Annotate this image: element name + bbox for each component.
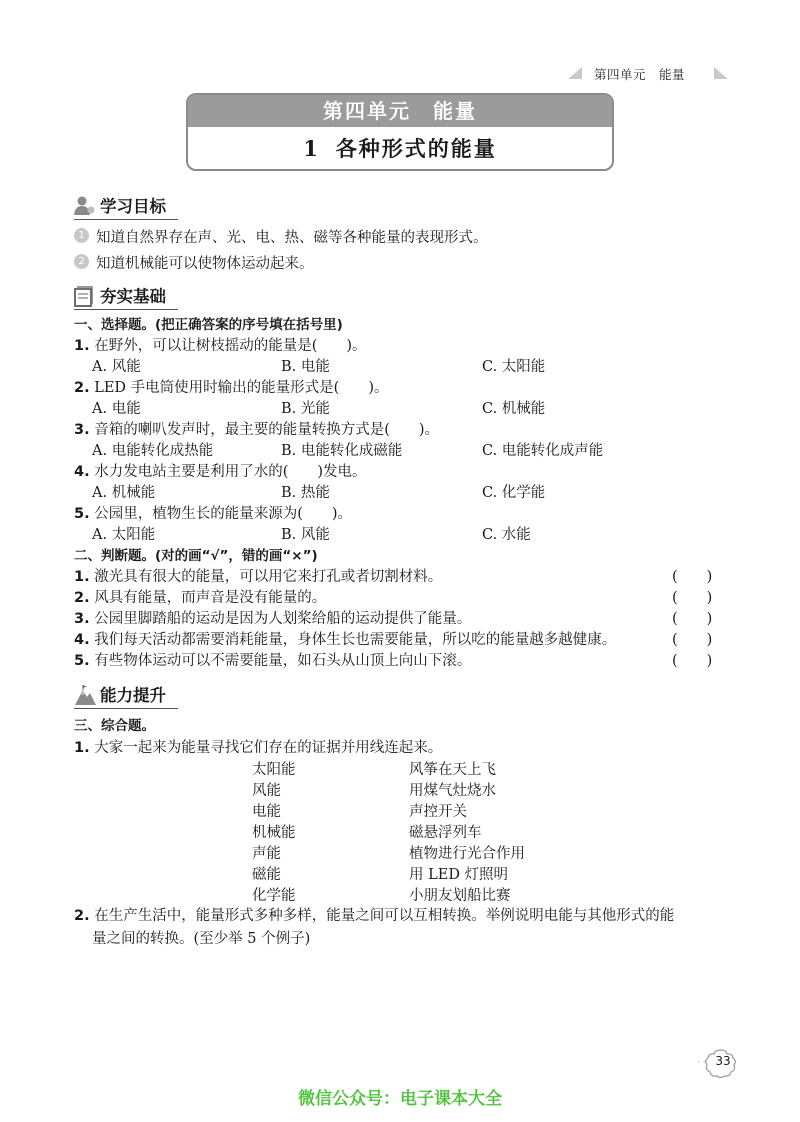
page-number: 33 bbox=[715, 1054, 731, 1068]
unit-title: 第四单元 能量 bbox=[188, 95, 612, 127]
section-goals bbox=[74, 193, 184, 219]
question-text: LED 手电筒使用时输出的能量形式是( )。 bbox=[94, 380, 389, 396]
question-number: 1. bbox=[74, 338, 90, 354]
running-header-text: 第四单元 能量 bbox=[594, 67, 686, 82]
mc-question-1 bbox=[74, 336, 367, 356]
evidence-column bbox=[409, 760, 525, 907]
question-text: 风具有能量，而声音是没有能量的。 bbox=[94, 590, 327, 606]
mc-question-4 bbox=[74, 462, 367, 482]
energy-item[interactable]: 风能 bbox=[252, 783, 281, 799]
evidence-item[interactable]: 用煤气灶烧水 bbox=[409, 783, 496, 799]
question-number: 4. bbox=[74, 632, 90, 648]
evidence-item[interactable]: 磁悬浮列车 bbox=[409, 825, 482, 841]
mc-option-a: A. 太阳能 bbox=[92, 527, 156, 543]
energy-item[interactable]: 太阳能 bbox=[252, 762, 296, 778]
objective-number: 1 bbox=[74, 228, 89, 243]
lesson-name: 各种形式的能量 bbox=[335, 136, 497, 161]
question-number: 1. bbox=[74, 569, 90, 585]
evidence-item[interactable]: 小朋友划船比赛 bbox=[409, 888, 511, 904]
energy-item[interactable]: 磁能 bbox=[252, 867, 281, 883]
evidence-item[interactable]: 植物进行光合作用 bbox=[409, 846, 525, 862]
mountain-icon bbox=[74, 684, 96, 706]
mc-option-b: B. 电能 bbox=[281, 359, 330, 375]
question-text: 水力发电站主要是利用了水的( )发电。 bbox=[94, 464, 367, 480]
evidence-item[interactable]: 用 LED 灯照明 bbox=[409, 867, 509, 883]
question-text: 音箱的喇叭发声时，最主要的能量转换方式是( )。 bbox=[94, 422, 440, 438]
question-number: 4. bbox=[74, 464, 90, 480]
running-header bbox=[568, 66, 728, 82]
mc-question-3 bbox=[74, 420, 439, 440]
mc-option-b: B. 光能 bbox=[281, 401, 330, 417]
section-underline bbox=[74, 309, 178, 310]
answer-bracket[interactable]: ( ) bbox=[672, 632, 713, 648]
evidence-item[interactable]: 声控开关 bbox=[409, 804, 467, 820]
answer-bracket[interactable]: ( ) bbox=[672, 653, 713, 669]
section-goals-label: 学习目标 bbox=[100, 197, 166, 216]
header-triangle-right-icon bbox=[714, 67, 728, 79]
mc-option-b: B. 风能 bbox=[281, 527, 330, 543]
section-basics bbox=[74, 283, 184, 309]
energy-column bbox=[252, 760, 296, 907]
section-advance-label: 能力提升 bbox=[100, 686, 166, 705]
mc-option-a: A. 电能转化成热能 bbox=[92, 443, 214, 459]
section-advance bbox=[74, 682, 184, 708]
lesson-number: 1 bbox=[303, 136, 320, 161]
tf-question-3 bbox=[74, 609, 471, 629]
dots-decoration: · · bbox=[697, 1058, 706, 1068]
answer-bracket[interactable]: ( ) bbox=[672, 611, 713, 627]
question-text: 大家一起来为能量寻找它们存在的证据并用线连起来。 bbox=[94, 740, 443, 756]
question-text: 在野外，可以让树枝摇动的能量是( )。 bbox=[94, 338, 367, 354]
mc-option-c: C. 太阳能 bbox=[482, 359, 546, 375]
objective-text: 知道自然界存在声、光、电、热、磁等各种能量的表现形式。 bbox=[96, 230, 488, 246]
mc-option-b: B. 电能转化成磁能 bbox=[281, 443, 403, 459]
question-number: 5. bbox=[74, 506, 90, 522]
energy-item[interactable]: 化学能 bbox=[252, 888, 296, 904]
question-number: 2. bbox=[74, 908, 90, 924]
comp-question-2 bbox=[74, 906, 674, 926]
question-number: 3. bbox=[74, 611, 90, 627]
comp-question-2-cont: 量之间的转换。(至少举 5 个例子) bbox=[92, 931, 311, 947]
part3-heading: 三、综合题。 bbox=[74, 718, 155, 734]
header-triangle-left-icon bbox=[568, 67, 582, 79]
question-number: 2. bbox=[74, 380, 90, 396]
question-number: 5. bbox=[74, 653, 90, 669]
tf-question-5 bbox=[74, 651, 471, 671]
lesson-title bbox=[188, 127, 612, 169]
energy-item[interactable]: 声能 bbox=[252, 846, 281, 862]
page-number-badge bbox=[697, 1048, 737, 1078]
objective-number: 2 bbox=[74, 254, 89, 269]
question-number: 2. bbox=[74, 590, 90, 606]
question-text: 公园里脚踏船的运动是因为人划桨给船的运动提供了能量。 bbox=[94, 611, 472, 627]
comp-question-1 bbox=[74, 738, 442, 758]
mc-question-5 bbox=[74, 504, 352, 524]
energy-item[interactable]: 电能 bbox=[252, 804, 281, 820]
question-number: 3. bbox=[74, 422, 90, 438]
section-underline bbox=[74, 708, 178, 709]
part2-heading: 二、判断题。(对的画“√”，错的画“×”) bbox=[74, 548, 318, 564]
mc-question-2 bbox=[74, 378, 388, 398]
question-text: 激光具有很大的能量，可以用它来打孔或者切割材料。 bbox=[94, 569, 443, 585]
question-text: 有些物体运动可以不需要能量，如石头从山顶上向山下滚。 bbox=[94, 653, 472, 669]
mc-option-b: B. 热能 bbox=[281, 485, 330, 501]
part1-heading: 一、选择题。(把正确答案的序号填在括号里) bbox=[74, 317, 343, 333]
mc-option-a: A. 电能 bbox=[92, 401, 141, 417]
mc-option-a: A. 风能 bbox=[92, 359, 141, 375]
tf-question-1 bbox=[74, 567, 442, 587]
mc-option-a: A. 机械能 bbox=[92, 485, 156, 501]
mc-option-c: C. 电能转化成声能 bbox=[482, 443, 604, 459]
tf-question-2 bbox=[74, 588, 326, 608]
mc-option-c: C. 水能 bbox=[482, 527, 531, 543]
lesson-title-box bbox=[186, 93, 614, 171]
question-text: 在生产生活中，能量形式多种多样，能量之间可以互相转换。举例说明电能与其他形式的能 bbox=[94, 908, 675, 924]
section-underline bbox=[74, 219, 178, 220]
answer-bracket[interactable]: ( ) bbox=[672, 590, 713, 606]
watermark: 微信公众号：电子课本大全 bbox=[298, 1089, 502, 1109]
objective-text: 知道机械能可以使物体运动起来。 bbox=[96, 256, 314, 272]
mc-option-c: C. 机械能 bbox=[482, 401, 546, 417]
question-number: 1. bbox=[74, 740, 90, 756]
book-icon bbox=[74, 285, 96, 307]
tf-question-4 bbox=[74, 630, 616, 650]
question-text: 我们每天活动都需要消耗能量，身体生长也需要能量，所以吃的能量越多越健康。 bbox=[94, 632, 617, 648]
question-text: 公园里，植物生长的能量来源为( )。 bbox=[94, 506, 353, 522]
evidence-item[interactable]: 风筝在天上飞 bbox=[409, 762, 496, 778]
person-icon bbox=[74, 195, 96, 217]
mc-option-c: C. 化学能 bbox=[482, 485, 546, 501]
energy-item[interactable]: 机械能 bbox=[252, 825, 296, 841]
answer-bracket[interactable]: ( ) bbox=[672, 569, 713, 585]
section-basics-label: 夯实基础 bbox=[100, 287, 166, 306]
